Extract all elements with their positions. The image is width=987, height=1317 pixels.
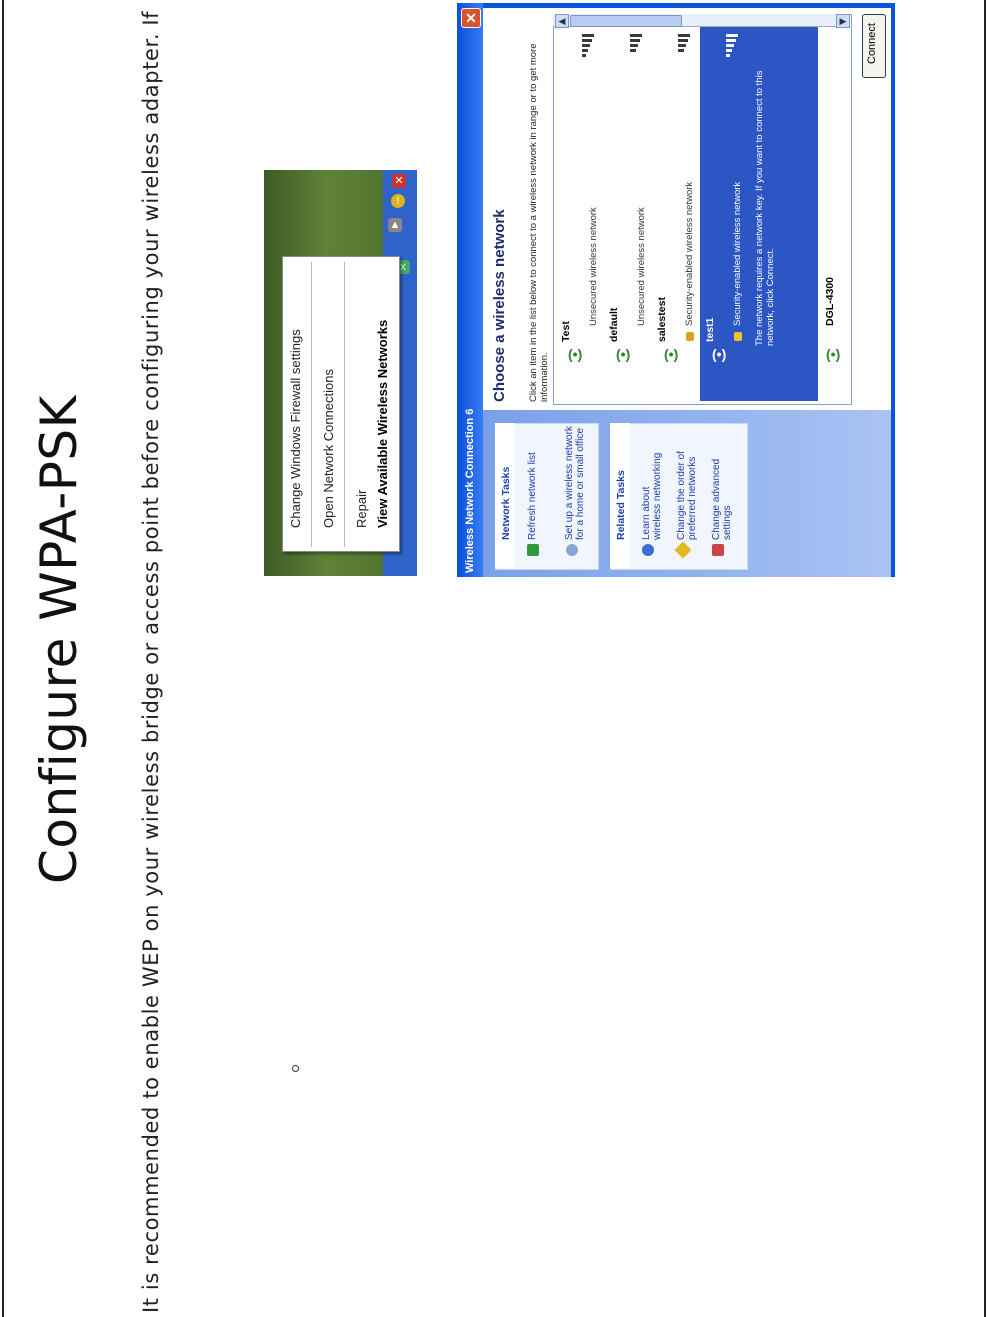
network-description: Security-enabled wireless network bbox=[684, 181, 695, 326]
refresh-icon bbox=[527, 544, 539, 556]
intro-paragraph: It is recommended to enable WEP on your wireless bridge or access point before configuring your wireless adapter. If bbox=[139, 10, 163, 1313]
network-row-dgl4300[interactable] bbox=[820, 26, 848, 401]
network-tasks-header: Network Tasks bbox=[500, 466, 512, 540]
network-row-salestest[interactable] bbox=[652, 26, 700, 401]
network-name: DGL-4300 bbox=[824, 276, 836, 326]
task-setup-wireless-network[interactable]: Set up a wireless network for a home or small office bbox=[564, 426, 586, 540]
tray-app-icon[interactable]: ✕ bbox=[392, 174, 406, 188]
left-border-line bbox=[2, 0, 4, 1317]
menu-item-repair[interactable]: Repair bbox=[354, 489, 369, 528]
network-name: test1 bbox=[704, 317, 716, 342]
network-row-default[interactable] bbox=[604, 26, 652, 401]
network-error-icon[interactable]: x bbox=[396, 260, 410, 274]
page-title: Configure WPA-PSK bbox=[30, 395, 88, 884]
lock-icon bbox=[686, 332, 694, 341]
menu-item-open-network-connections[interactable]: Open Network Connections bbox=[321, 369, 336, 528]
connect-button-label: Connect bbox=[866, 23, 878, 64]
antenna-icon: (•) bbox=[826, 346, 841, 362]
menu-separator bbox=[311, 262, 312, 547]
network-name: Test bbox=[560, 321, 572, 342]
scroll-down-button[interactable]: ▶ bbox=[836, 14, 850, 28]
choose-network-instructions: Click an item in the list below to connect to a wireless network in range or to get more information. bbox=[528, 43, 550, 402]
right-border-line bbox=[984, 0, 986, 1317]
antenna-icon: (•) bbox=[712, 346, 727, 362]
related-tasks-header: Related Tasks bbox=[615, 470, 627, 540]
task-refresh-network-list[interactable]: Refresh network list bbox=[527, 452, 538, 540]
setup-icon bbox=[566, 544, 578, 556]
antenna-icon: (•) bbox=[664, 346, 679, 362]
dialog-title: Wireless Network Connection 6 bbox=[464, 408, 476, 573]
close-icon[interactable]: ✕ bbox=[461, 8, 481, 28]
menu-item-view-wireless-networks[interactable]: View Available Wireless Networks bbox=[375, 319, 390, 528]
task-learn-wireless[interactable]: Learn about wireless networking bbox=[641, 452, 663, 540]
choose-network-heading: Choose a wireless network bbox=[491, 209, 508, 402]
network-row-test[interactable] bbox=[556, 26, 604, 401]
network-name: default bbox=[608, 307, 620, 342]
menu-separator bbox=[344, 262, 345, 547]
info-icon bbox=[642, 544, 654, 556]
menu-item-firewall-settings[interactable]: Change Windows Firewall settings bbox=[288, 329, 303, 528]
security-center-icon[interactable]: ! bbox=[391, 194, 405, 208]
settings-icon bbox=[712, 544, 724, 556]
scroll-thumb[interactable] bbox=[570, 15, 682, 27]
network-description: Unsecured wireless network bbox=[636, 207, 647, 326]
task-change-order[interactable]: Change the order of preferred networks bbox=[676, 451, 698, 540]
lock-icon bbox=[734, 332, 742, 341]
signal-strength-icon bbox=[582, 34, 594, 57]
network-name: salestest bbox=[656, 297, 668, 342]
bullet-dot bbox=[292, 1065, 299, 1072]
scroll-up-button[interactable]: ◀ bbox=[555, 14, 569, 28]
network-detail: The network requires a network key. If you want to connect to this network, click Connect. bbox=[754, 70, 776, 346]
signal-strength-icon bbox=[726, 34, 738, 57]
antenna-icon: (•) bbox=[616, 346, 631, 362]
signal-strength-icon bbox=[630, 34, 642, 52]
network-description: Unsecured wireless network bbox=[588, 207, 599, 326]
signal-strength-icon bbox=[678, 34, 690, 52]
network-icon[interactable]: ▲ bbox=[389, 219, 401, 231]
task-change-advanced-settings[interactable]: Change advanced settings bbox=[711, 458, 733, 540]
network-row-test1[interactable] bbox=[700, 26, 818, 401]
network-description: Security-enabled wireless network bbox=[732, 181, 743, 326]
antenna-icon: (•) bbox=[568, 346, 583, 362]
